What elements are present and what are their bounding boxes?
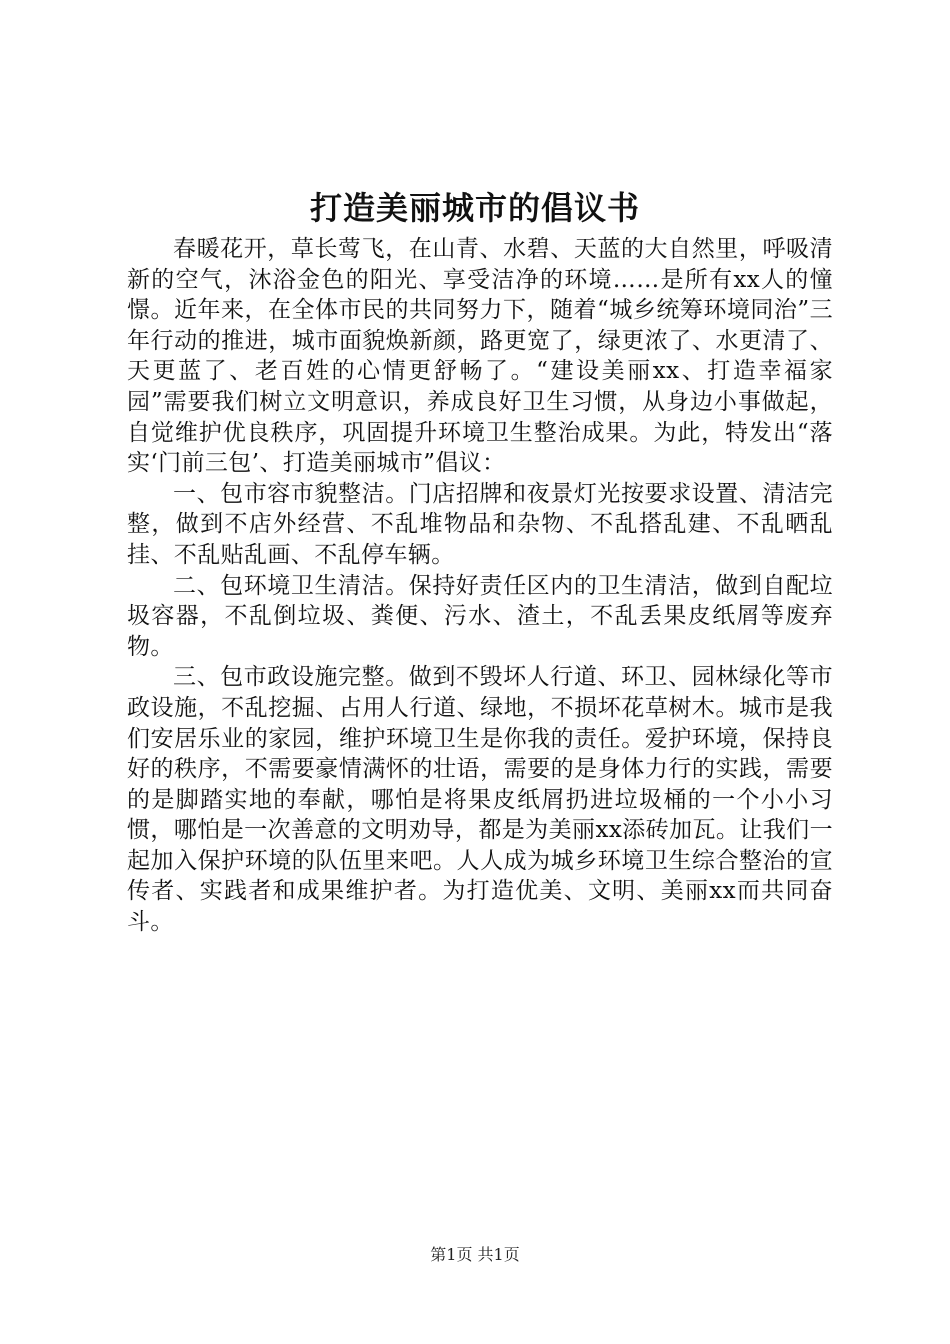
paragraph-item-1: 一、包市容市貌整洁。门店招牌和夜景灯光按要求设置、清洁完整，做到不店外经营、不乱堆物品和杂物、不乱搭乱建、不乱晒乱挂、不乱贴乱画、不乱停车辆。	[127, 480, 833, 568]
paragraph-item-3: 三、包市政设施完整。做到不毁坏人行道、环卫、园林绿化等市政设施，不乱挖掘、占用人行道、绿地，不损坏花草树木。城市是我们安居乐业的家园，维护环境卫生是你我的责任。爱护环境，保持良好的秩序，不需要豪情满怀的壮语，需要的是身体力行的实践，需要的是脚踏实地的奉献，哪怕是将果皮纸屑扔进垃圾桶的一个小小习惯，哪怕是一次善意的文明劝导，都是为美丽xx添砖加瓦。让我们一起加入保护环境的队伍里来吧。人人成为城乡环境卫生综合整治的宣传者、实践者和成果维护者。为打造优美、文明、美丽xx而共同奋斗。	[127, 664, 833, 936]
document-body	[127, 234, 833, 938]
paragraph-item-2: 二、包环境卫生清洁。保持好责任区内的卫生清洁，做到自配垃圾容器，不乱倒垃圾、粪便、污水、渣土，不乱丢果皮纸屑等废弃物。	[127, 572, 833, 660]
paragraph-intro: 春暖花开，草长莺飞，在山青、水碧、天蓝的大自然里，呼吸清新的空气，沐浴金色的阳光、享受洁净的环境……是所有xx人的憧憬。近年来，在全体市民的共同努力下，随着“城乡统筹环境同治”三年行动的推进，城市面貌焕新颜，路更宽了，绿更浓了、水更清了、天更蓝了、老百姓的心情更舒畅了。“建设美丽xx、打造幸福家园”需要我们树立文明意识，养成良好卫生习惯，从身边小事做起，自觉维护优良秩序，巩固提升环境卫生整治成果。为此，特发出“落实‘门前三包’、打造美丽城市”倡议：	[127, 236, 833, 477]
page-footer: 第1页 共1页	[430, 1245, 520, 1264]
document-title: 打造美丽城市的倡议书	[309, 189, 640, 227]
